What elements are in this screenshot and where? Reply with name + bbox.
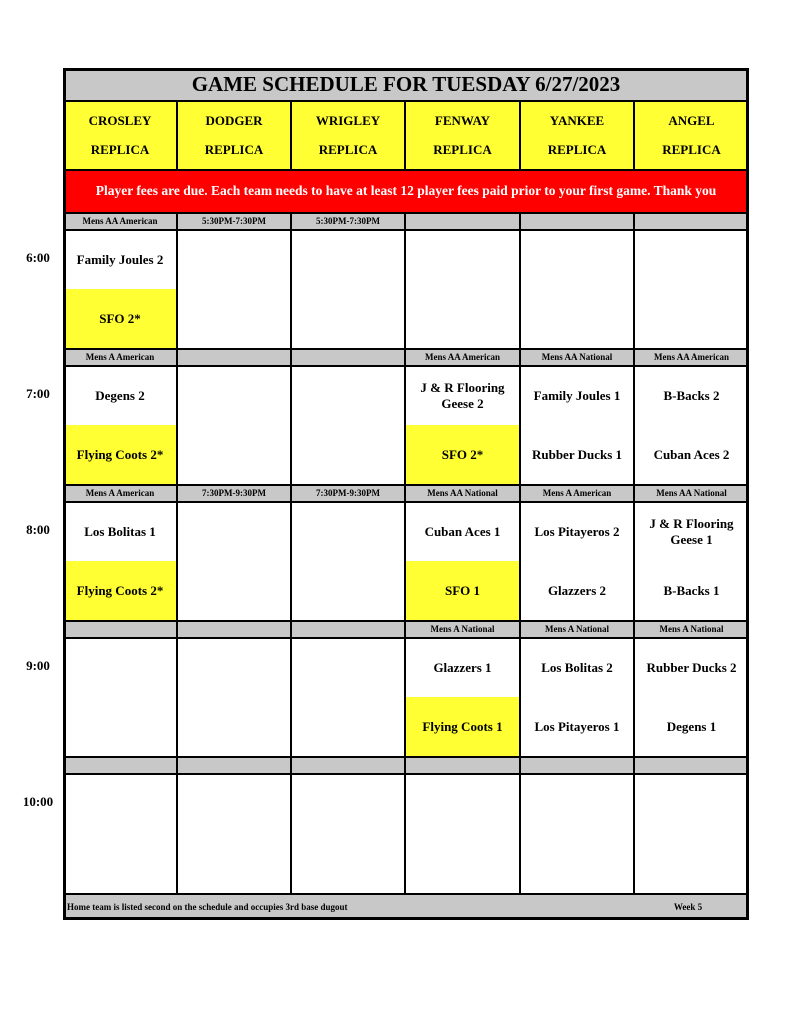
division-label: [291, 621, 405, 638]
grid-line: [63, 100, 749, 102]
grid-line: [63, 893, 749, 895]
game-team-away: [177, 774, 291, 833]
division-label: Mens AA American: [405, 349, 520, 366]
game-team-away: [291, 230, 405, 289]
game-team-home: SFO 2*: [405, 425, 520, 484]
division-label: [177, 757, 291, 774]
division-label: Mens A American: [63, 349, 177, 366]
game-team-home: [634, 289, 749, 348]
game-team-away: [63, 638, 177, 697]
game-team-home: [634, 833, 749, 892]
game-team-home: Degens 1: [634, 697, 749, 756]
game-team-home: [177, 561, 291, 620]
game-team-home: [291, 425, 405, 484]
game-team-home: [177, 833, 291, 892]
grid-line: [63, 756, 749, 758]
field-name: WRIGLEY: [315, 113, 381, 129]
game-team-home: [291, 833, 405, 892]
game-team-home: [405, 289, 520, 348]
game-team-away: Los Bolitas 2: [520, 638, 634, 697]
grid-line: [519, 213, 521, 894]
division-label: Mens A National: [405, 621, 520, 638]
game-team-away: J & R Flooring Geese 1: [634, 502, 749, 561]
division-label: [63, 757, 177, 774]
grid-line: [404, 101, 406, 170]
division-label: Mens AA National: [405, 485, 520, 502]
game-team-away: [520, 230, 634, 289]
field-subtitle: REPLICA: [433, 141, 492, 157]
grid-line: [404, 213, 406, 894]
division-label: Mens A National: [520, 621, 634, 638]
field-header-fenway: [405, 101, 520, 170]
division-label: 5:30PM-7:30PM: [177, 213, 291, 230]
field-header-angel: [634, 101, 749, 170]
division-label: [291, 349, 405, 366]
page-title: GAME SCHEDULE FOR TUESDAY 6/27/2023: [63, 68, 749, 101]
game-team-away: J & R Flooring Geese 2: [405, 366, 520, 425]
game-team-home: [291, 289, 405, 348]
game-team-home: B-Backs 1: [634, 561, 749, 620]
game-team-home: Flying Coots 2*: [63, 425, 177, 484]
grid-line: [63, 229, 749, 231]
field-name: YANKEE: [549, 113, 605, 129]
game-team-home: [63, 833, 177, 892]
grid-line: [176, 213, 178, 894]
field-name: DODGER: [205, 113, 263, 129]
field-header-yankee: [520, 101, 634, 170]
division-label: Mens A American: [520, 485, 634, 502]
game-team-home: Rubber Ducks 1: [520, 425, 634, 484]
field-header-wrigley: [291, 101, 405, 170]
game-team-home: [291, 697, 405, 756]
game-team-away: [405, 230, 520, 289]
field-name: CROSLEY: [88, 113, 152, 129]
game-team-home: Cuban Aces 2: [634, 425, 749, 484]
field-subtitle: REPLICA: [662, 141, 721, 157]
game-team-home: [291, 561, 405, 620]
game-team-home: SFO 1: [405, 561, 520, 620]
division-label: Mens AA National: [634, 485, 749, 502]
field-name: FENWAY: [434, 113, 491, 129]
game-team-home: [63, 697, 177, 756]
grid-line: [176, 101, 178, 170]
grid-line: [290, 213, 292, 894]
game-team-home: Los Pitayeros 1: [520, 697, 634, 756]
grid-line: [63, 620, 749, 622]
game-team-away: [291, 502, 405, 561]
grid-line: [290, 101, 292, 170]
game-team-away: [177, 230, 291, 289]
game-team-away: Cuban Aces 1: [405, 502, 520, 561]
division-label: [634, 757, 749, 774]
week-label: Week 5: [673, 901, 703, 912]
game-team-away: [634, 774, 749, 833]
division-label: 7:30PM-9:30PM: [291, 485, 405, 502]
field-subtitle: REPLICA: [547, 141, 607, 157]
game-team-away: [177, 366, 291, 425]
game-team-away: [634, 230, 749, 289]
grid-line: [63, 484, 749, 486]
game-team-away: [405, 774, 520, 833]
division-label: [634, 213, 749, 230]
game-team-home: [520, 833, 634, 892]
footer-note: Home team is listed second on the schedule and occupies 3rd base dugout: [67, 901, 348, 912]
game-team-home: Glazzers 2: [520, 561, 634, 620]
game-team-away: [177, 502, 291, 561]
division-label: Mens A American: [63, 485, 177, 502]
game-team-away: [63, 774, 177, 833]
division-label: [520, 757, 634, 774]
game-team-away: [291, 366, 405, 425]
game-team-away: B-Backs 2: [634, 366, 749, 425]
grid-line: [633, 101, 635, 170]
game-team-home: Flying Coots 1: [405, 697, 520, 756]
division-label: [520, 213, 634, 230]
game-team-away: Degens 2: [63, 366, 177, 425]
game-team-away: Rubber Ducks 2: [634, 638, 749, 697]
grid-line: [519, 101, 521, 170]
game-team-home: SFO 2*: [63, 289, 177, 348]
division-label: [291, 757, 405, 774]
game-team-away: Family Joules 1: [520, 366, 634, 425]
field-header-crosley: [63, 101, 177, 170]
division-label: 5:30PM-7:30PM: [291, 213, 405, 230]
time-label: 10:00: [22, 794, 54, 809]
game-team-home: [177, 289, 291, 348]
field-subtitle: REPLICA: [204, 141, 264, 157]
division-label: [63, 621, 177, 638]
time-label: 9:00: [26, 658, 50, 673]
time-label: 8:00: [26, 522, 50, 537]
division-label: Mens AA American: [63, 213, 177, 230]
division-label: [405, 757, 520, 774]
schedule-table: [63, 68, 749, 920]
game-team-away: [520, 774, 634, 833]
game-team-home: [177, 697, 291, 756]
grid-line: [63, 637, 749, 639]
grid-line: [63, 773, 749, 775]
division-label: 7:30PM-9:30PM: [177, 485, 291, 502]
division-label: [177, 621, 291, 638]
game-team-away: [291, 638, 405, 697]
game-team-away: [177, 638, 291, 697]
fees-notice-banner: Player fees are due. Each team needs to have at least 12 player fees paid prior to your first game. Thank you: [63, 170, 749, 213]
division-label: [405, 213, 520, 230]
grid-line: [63, 365, 749, 367]
grid-line: [63, 212, 749, 214]
game-team-home: [405, 833, 520, 892]
grid-line: [63, 501, 749, 503]
grid-line: [63, 348, 749, 350]
game-team-away: Los Bolitas 1: [63, 502, 177, 561]
game-team-away: Family Joules 2: [63, 230, 177, 289]
time-label: 6:00: [26, 250, 50, 265]
game-team-away: Glazzers 1: [405, 638, 520, 697]
time-label: 7:00: [26, 386, 50, 401]
game-team-home: [520, 289, 634, 348]
game-team-away: Los Pitayeros 2: [520, 502, 634, 561]
grid-line: [63, 169, 749, 171]
division-label: Mens AA National: [520, 349, 634, 366]
game-team-home: Flying Coots 2*: [63, 561, 177, 620]
game-team-away: [291, 774, 405, 833]
field-subtitle: REPLICA: [318, 141, 378, 157]
field-header-dodger: [177, 101, 291, 170]
division-label: Mens AA American: [634, 349, 749, 366]
game-team-home: [177, 425, 291, 484]
field-subtitle: REPLICA: [90, 141, 150, 157]
grid-line: [633, 213, 635, 894]
field-name: ANGEL: [668, 113, 715, 129]
division-label: Mens A National: [634, 621, 749, 638]
division-label: [177, 349, 291, 366]
